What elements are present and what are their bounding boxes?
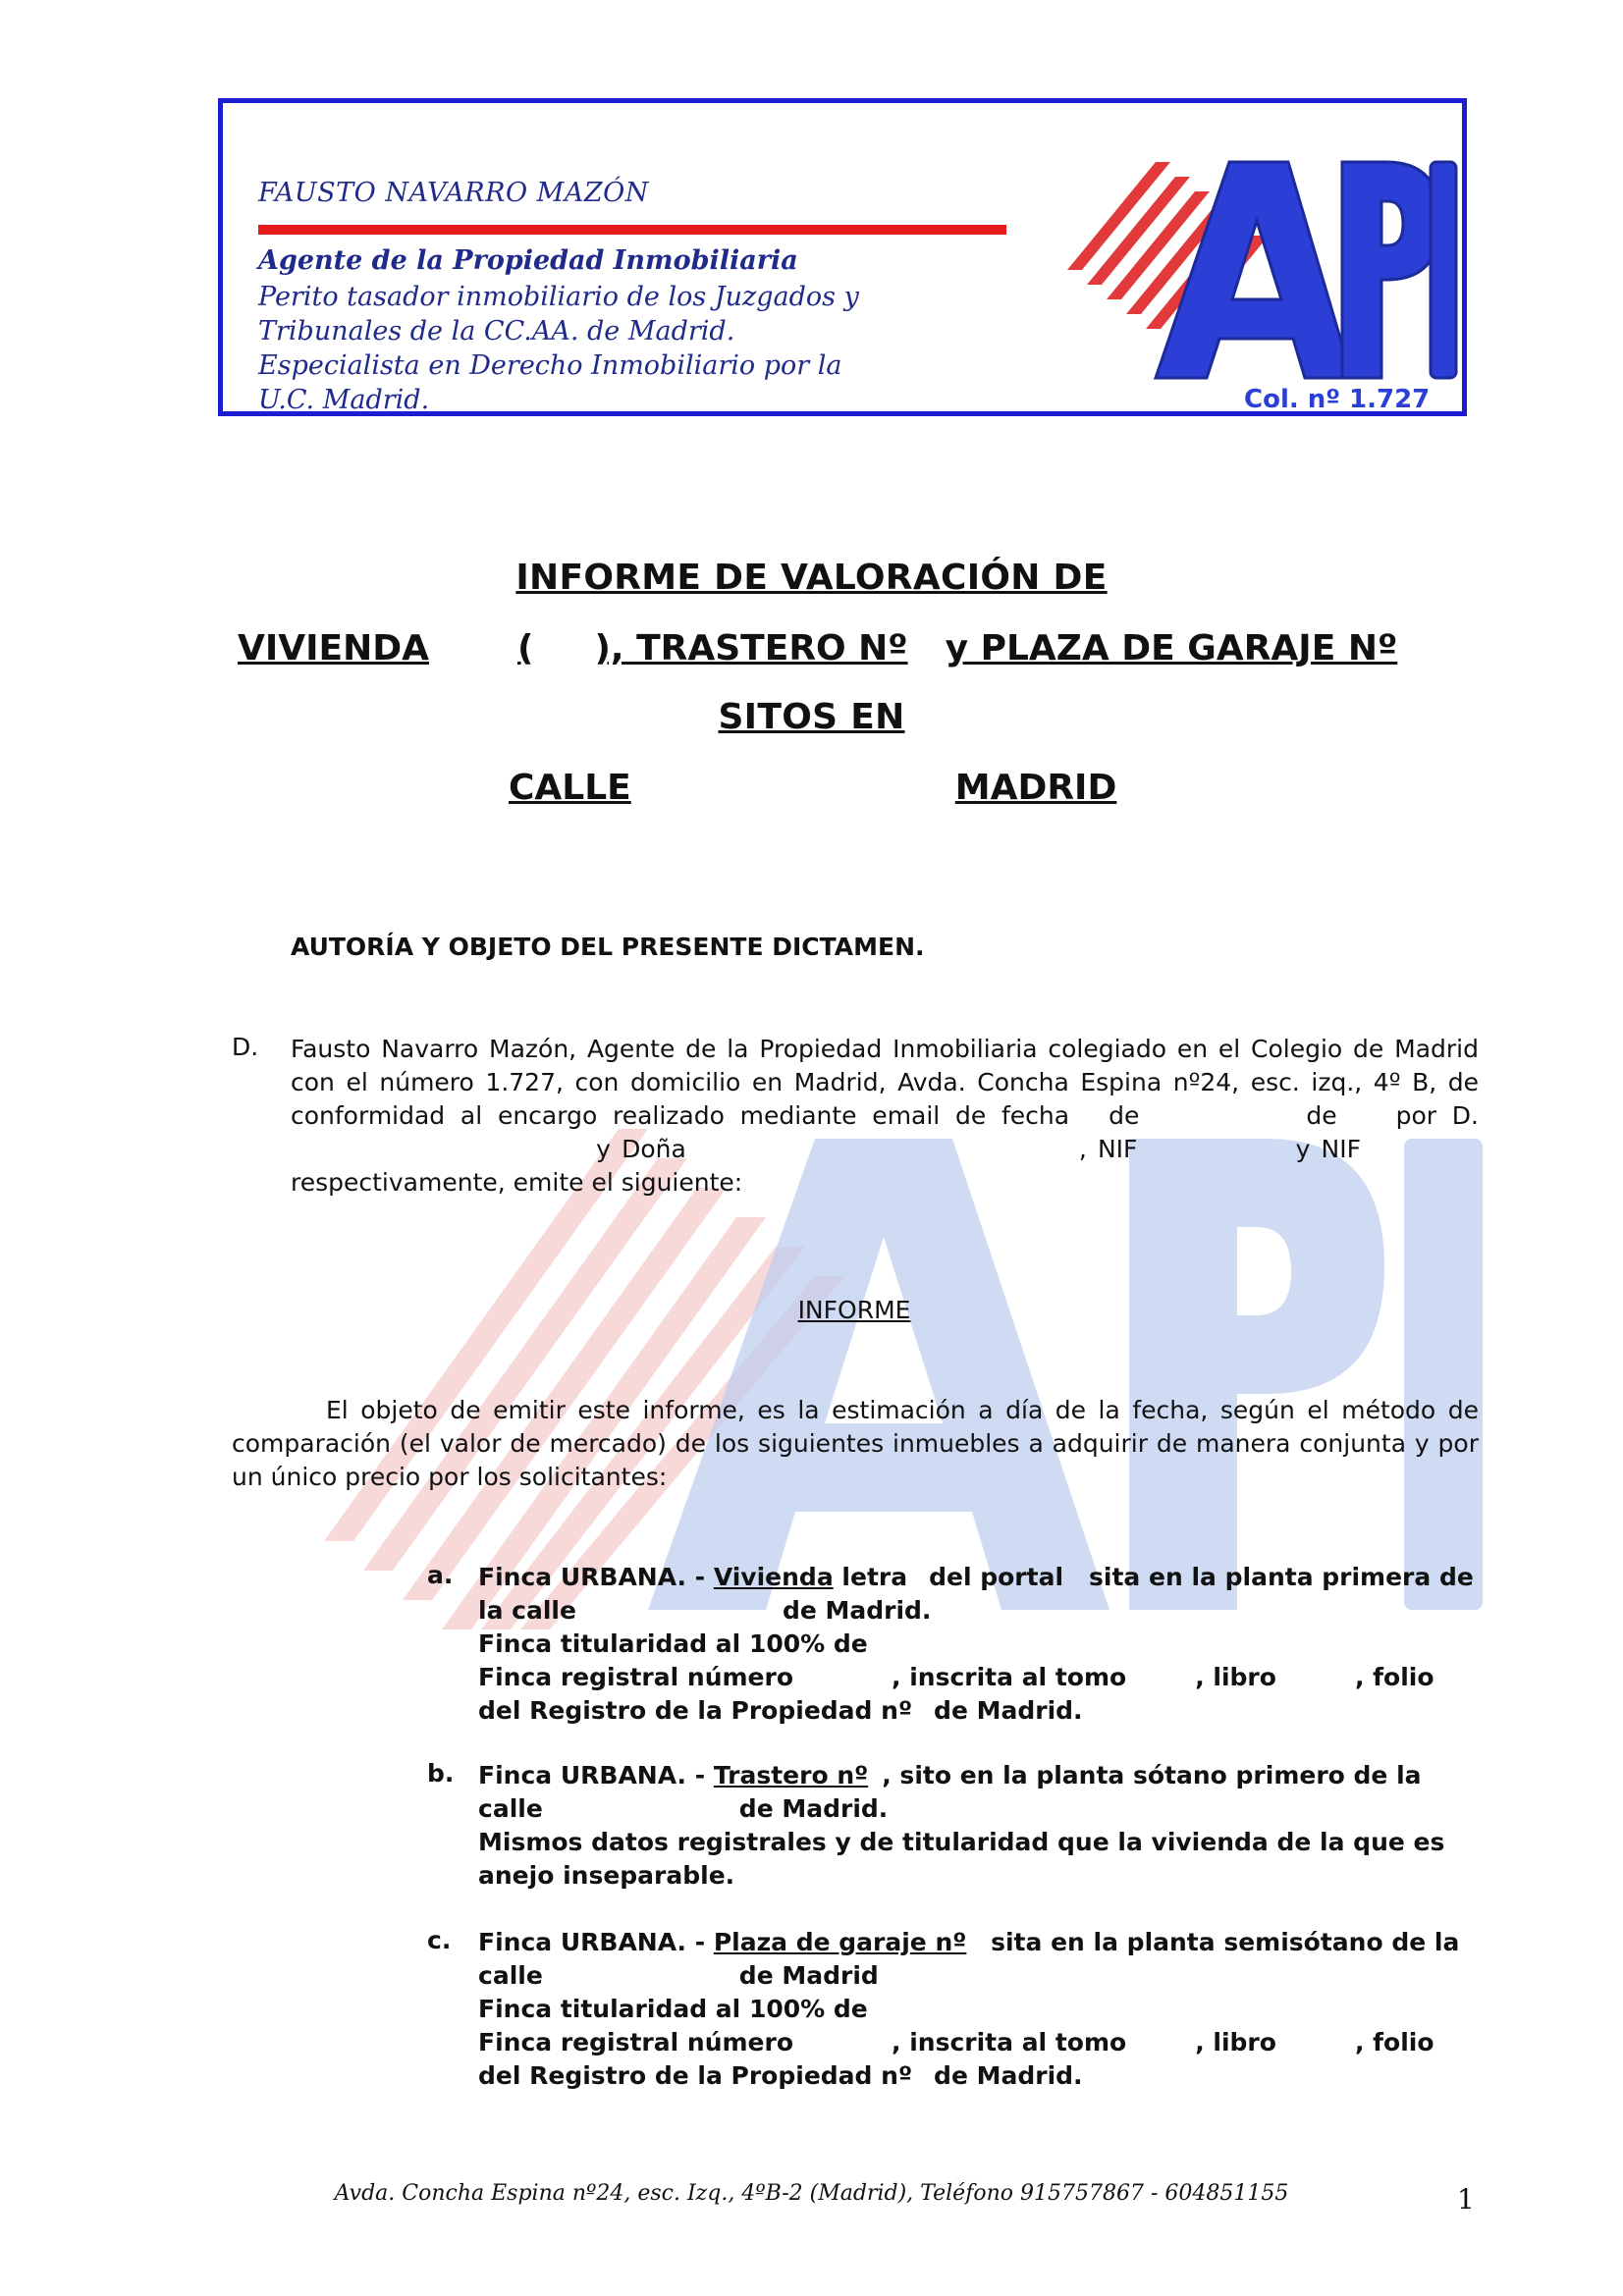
item-a-libro: , libro: [1195, 1663, 1276, 1691]
logo-col-number: Col. nº 1.727: [1244, 385, 1431, 414]
authorship-closing: respectivamente, emite el siguiente:: [291, 1168, 743, 1197]
item-a-line-4: [478, 1694, 1480, 1728]
title-trastero: ), TRASTERO Nº: [594, 628, 908, 668]
item-b-location: , sito en la planta sótano primero de la calle: [478, 1761, 1422, 1823]
item-c-letter: c.: [427, 1926, 452, 1954]
item-a-registral: Finca registral número: [478, 1663, 793, 1691]
authorship-paragraph: [291, 1033, 1479, 1200]
item-c-registral: Finca registral número: [478, 2028, 793, 2056]
item-a-label: Finca URBANA. -: [478, 1563, 706, 1591]
item-b-letter: b.: [427, 1759, 455, 1788]
item-b-line-1: [478, 1759, 1480, 1826]
item-a-folio: , folio: [1354, 1663, 1434, 1691]
footer-address: Avda. Concha Espina nº24, esc. Izq., 4ºB-2 (Madrid), Teléfono 915757867 - 604851155: [334, 2181, 1289, 2206]
item-c-folio: , folio: [1354, 2028, 1434, 2056]
title-calle: CALLE: [509, 768, 631, 808]
item-c-tomo: , inscrita al tomo: [892, 2028, 1127, 2056]
item-a-location: sita en la planta primera de la calle: [478, 1563, 1474, 1625]
informe-heading: INFORME: [797, 1296, 911, 1324]
credential-line-4: U.C. Madrid.: [258, 385, 430, 415]
title-vivienda: VIVIENDA: [238, 628, 429, 668]
authorship-por: por D.: [1395, 1101, 1479, 1130]
item-c-city: de Madrid: [738, 1961, 879, 1990]
item-b-city: de Madrid.: [738, 1794, 889, 1823]
item-b-label: Finca URBANA. -: [478, 1761, 706, 1789]
item-c-line-3: [478, 2026, 1480, 2059]
item-a-registro: del Registro de la Propiedad nº: [478, 1696, 913, 1725]
title-madrid: MADRID: [954, 768, 1117, 808]
report-title-line-4: [509, 768, 1116, 808]
item-a-city: de Madrid.: [782, 1596, 932, 1625]
section-heading: AUTORÍA Y OBJETO DEL PRESENTE DICTAMEN.: [291, 933, 925, 961]
item-b-line-2: Mismos datos registrales y de titularidad que la vivienda de la que es anejo inseparable.: [478, 1828, 1445, 1890]
item-c-madrid: de Madrid.: [934, 2061, 1083, 2090]
agent-role: Agente de la Propiedad Inmobiliaria: [258, 245, 798, 276]
item-a-line-2: Finca titularidad al 100% de: [478, 1629, 868, 1658]
item-c-location: sita en la planta semisótano de la calle: [478, 1928, 1460, 1990]
item-a: [478, 1561, 1480, 1728]
red-divider: [258, 225, 1006, 235]
report-title-line-1: INFORME DE VALORACIÓN DE: [515, 558, 1108, 598]
item-a-line-3: [478, 1661, 1480, 1694]
report-title-line-2: [238, 628, 1397, 668]
objeto-paragraph: El objeto de emitir este informe, es la estimación a día de la fecha, según el método de comparación (el valor de mercado) de los siguientes inmuebles a adquirir de manera conjunta y por un único precio por los solicitantes:: [232, 1396, 1479, 1491]
item-b: [478, 1759, 1480, 1893]
item-c-line-2: Finca titularidad al 100% de: [478, 1995, 868, 2023]
d-marker: D.: [232, 1033, 259, 1061]
page-number: 1: [1457, 2183, 1475, 2216]
title-garaje: y PLAZA DE GARAJE Nº: [945, 628, 1398, 668]
item-a-type: Vivienda: [713, 1563, 834, 1591]
item-a-portal: del portal: [929, 1563, 1064, 1591]
item-c-libro: , libro: [1195, 2028, 1276, 2056]
item-c-label: Finca URBANA. -: [478, 1928, 706, 1956]
credential-line-3: Especialista en Derecho Inmobiliario por la: [258, 350, 842, 381]
watermark-letters: [648, 1139, 1483, 1610]
item-a-tomo: , inscrita al tomo: [892, 1663, 1127, 1691]
item-c-line-4: [478, 2059, 1480, 2093]
authorship-de-1: de: [1109, 1101, 1140, 1130]
letterhead-box: [218, 98, 1467, 416]
item-c-registro: del Registro de la Propiedad nº: [478, 2061, 913, 2090]
credential-line-2: Tribunales de la CC.AA. de Madrid.: [258, 316, 735, 347]
item-a-line-1: [478, 1561, 1480, 1628]
item-a-madrid: de Madrid.: [934, 1696, 1083, 1725]
item-a-letra: letra: [841, 1563, 908, 1591]
credential-line-1: Perito tasador inmobiliario de los Juzgados y: [258, 282, 859, 312]
item-a-letter: a.: [427, 1561, 454, 1589]
item-b-type: Trastero nº: [713, 1761, 869, 1789]
api-logo: [1048, 123, 1460, 417]
report-title-line-3: SITOS EN: [718, 697, 905, 737]
authorship-de-2: de: [1306, 1101, 1337, 1130]
item-c-type: Plaza de garaje nº: [713, 1928, 967, 1956]
authorship-text: Fausto Navarro Mazón, Agente de la Propiedad Inmobiliaria colegiado en el Colegio de Madrid con el número 1.727, con domicilio en Madrid, Avda. Concha Espina nº24, esc. izq., 4º B, de conformidad al encargo realizado mediante email de fecha: [291, 1035, 1479, 1130]
item-c-line-1: [478, 1926, 1480, 1993]
authorship-dona: y Doña: [596, 1135, 686, 1163]
item-c: [478, 1926, 1480, 2093]
agent-name: FAUSTO NAVARRO MAZÓN: [258, 178, 649, 208]
authorship-nif-1: , NIF: [1078, 1135, 1138, 1163]
authorship-nif-2: y NIF: [1295, 1135, 1362, 1163]
title-paren-open: (: [516, 628, 534, 668]
